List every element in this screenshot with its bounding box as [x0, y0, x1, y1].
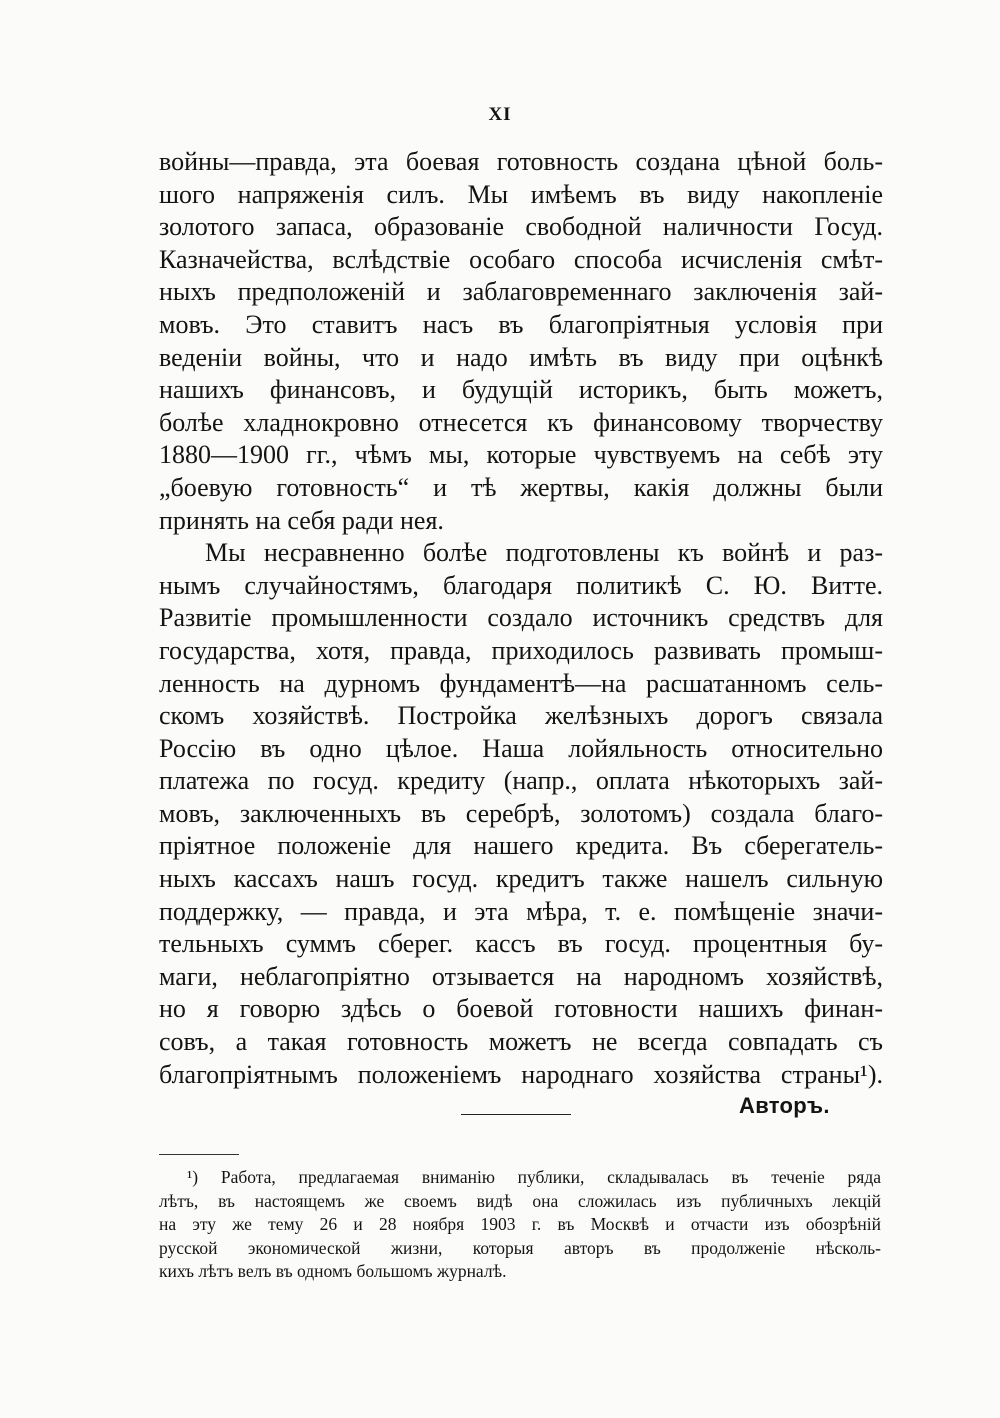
text-line: ленность на дурномъ фундаментѣ—на расшатанномъ сель- [159, 668, 883, 698]
text-line: ныхъ предположеній и заблаговременнаго заключенія зай- [159, 277, 883, 307]
text-line: скомъ хозяйствѣ. Постройка желѣзныхъ дорогъ связала [159, 701, 883, 731]
closing-divider [461, 1114, 571, 1115]
text-line: болѣе хладнокровно отнесется къ финансовому творчеству [159, 407, 883, 437]
footnote-line: на эту же тему 26 и 28 ноября 1903 г. въ Москвѣ и отчасти изъ обозрѣній [159, 1214, 881, 1234]
footnote-line: лѣтъ, въ настоящемъ же своемъ видѣ она сложилась изъ публичныхъ лекцій [159, 1190, 881, 1211]
footnote-line: русской экономической жизни, которыя авторъ въ продолженіе нѣсколь- [159, 1237, 881, 1258]
text-line: тельныхъ суммъ сберег. кассъ въ госуд. процентныя бу- [159, 929, 883, 959]
text-line: совъ, а такая готовность можетъ не всегда совпадать съ [159, 1027, 883, 1057]
text-line: но я говорю здѣсь о боевой готовности нашихъ финан- [159, 994, 883, 1024]
text-line: мовъ, заключенныхъ въ серебрѣ, золотомъ) создала благо- [159, 798, 883, 828]
text-line: 1880—1900 гг., чѣмъ мы, которые чувствуемъ на себѣ эту [159, 440, 883, 470]
text-line: золотого запаса, образованіе свободной наличности Госуд. [159, 212, 883, 242]
author-signature: Авторъ. [739, 1093, 830, 1118]
text-line: поддержку, — правда, и эта мѣра, т. е. помѣщеніе значи- [159, 896, 883, 926]
text-line: нымъ случайностямъ, благодаря политикѣ С. Ю. Витте. [159, 570, 883, 600]
text-line: войны—правда, эта боевая готовность создана цѣной боль- [159, 147, 883, 176]
footnote-line: ¹) Работа, предлагаемая вниманію публики, складывалась въ теченіе ряда [187, 1167, 881, 1187]
text-line: мовъ. Это ставитъ насъ въ благопріятныя условія при [159, 309, 883, 339]
text-line: платежа по госуд. кредиту (напр., оплата нѣкоторыхъ зай- [159, 766, 883, 796]
footnote [159, 1166, 881, 1284]
text-line: „боевую готовность“ и тѣ жертвы, какія должны были [159, 472, 883, 502]
text-line: ныхъ кассахъ нашъ госуд. кредитъ также нашелъ сильную [159, 864, 883, 894]
main-text [159, 146, 883, 1091]
page-number: XI [488, 104, 512, 125]
text-line: государства, хотя, правда, приходилось развивать промыш- [159, 635, 883, 665]
text-line: маги, неблагопріятно отзывается на народномъ хозяйствѣ, [159, 961, 883, 991]
text-line: Казначейства, вслѣдствіе особаго способа исчисленія смѣт- [159, 244, 883, 274]
text-line: пріятное положеніе для нашего кредита. Въ сберегатель- [159, 831, 883, 861]
text-line: Развитіе промышленности создало источникъ средствъ для [159, 603, 883, 633]
text-line: веденіи войны, что и надо имѣть въ виду при оцѣнкѣ [159, 342, 883, 372]
footnote-divider [159, 1154, 239, 1155]
text-line: Мы несравненно болѣе подготовлены къ войнѣ и раз- [205, 538, 883, 568]
text-line: благопріятнымъ положеніемъ народнаго хозяйства страны¹). [159, 1059, 883, 1089]
text-line: Россію въ одно цѣлое. Наша лойяльность относительно [159, 733, 883, 763]
text-line: шого напряженія силъ. Мы имѣемъ въ виду накопленіе [159, 179, 883, 209]
text-line: нашихъ финансовъ, и будущій историкъ, быть можетъ, [159, 375, 883, 405]
closing-section [0, 1090, 1000, 1130]
text-line: принять на себя ради нея. [159, 505, 444, 535]
footnote-line: кихъ лѣтъ велъ въ одномъ большомъ журналѣ. [159, 1261, 507, 1281]
